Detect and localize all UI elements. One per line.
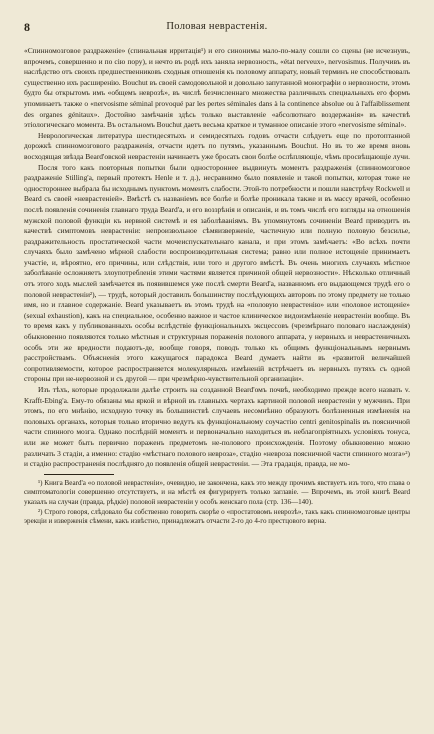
page-number: 8 [24, 20, 30, 34]
footnote: ¹) Книга Beard'a «о половой неврастеніи», очевидно, не закончена, какъ это между прочимъ явствуетъ изъ того, что глава о симптоматологіи совершенно отсутствуетъ, и на мѣстѣ ея фигурируетъ только заглавіе. — Впрочемъ, въ этой книгѣ Beard указалъ на случаи (правда, рѣдкіе) половой неврастеніи у особъ женскаго пола (стр. 136—140). [24, 478, 410, 506]
paragraph: «Спинномозговое раздраженіе» (спинальная ирритація¹) и его синонимы мало-по-малу сошли со сцены (не исчезнувъ, впрочемъ, совершенно и по сію пору), и нечто въ родѣ ихъ заняла нервозность, «état nerveux», nervosismus. Получивъ въ наслѣдство отъ своихъ предшественниковъ сходныя отношенія къ половому аппарату, новый терминъ не способствовалъ существенно ихъ расширенію. Bouchut въ своей самодовольной и довольно запутанной монографіи о нервозности, этомъ будто бы открытомъ имъ «общемъ неврозѣ», въ числѣ безчисленнаго множества различныхъ специальныхъ его формъ упоминаетъ также о «nervosisme séminal provoqué par les pertes séminales dans à la continence absolue ou à l'affaiblissement des organes génitaux». Достойно замѣчанія здѣсь только выставленіе «абсолютнаго воздержанія» въ качествѣ этіологическаго момента. Въ остальномъ Bouchut даетъ весьма краткое и туманное описаніе этого «nervosisme séminal». [24, 46, 410, 130]
body-text [24, 46, 410, 470]
page-header [24, 20, 410, 38]
paragraph: Изъ тѣхъ, которые продолжали далѣе строить на созданной Beard'омъ почвѣ, необходимо прежде всего назвать v. Krafft-Ebing'a. Ему-то обязаны мы яркой и вѣрной въ главныхъ чертахъ картиной половой неврастеніи у мужчинъ. При этомъ, по его мнѣнію, исходную точку въ большинствѣ случаевъ несомнѣнно образуютъ болѣзненныя измѣненія на половыхъ органахъ, которыя только вторично ведутъ къ функціональному соучастію centri genitospinalis въ поясничной части спинного мозга. Однако послѣдній моментъ и первоначально находиться въ неблагопріятныхъ условіяхъ тонуса, или же может быть первично пораженъ предметомъ не-полового происхожденія. Поэтому обыкновенно можно различать 3 стадіи, а именно: стадію «мѣстнаго полового невроза», стадію «невроза поясничной части спинного мозга»²) и стадію распространенія послѣдняго до появленія общей неврастеніи. — Эта градація, правда, не мо- [24, 385, 410, 469]
footnote-divider [44, 474, 114, 475]
running-title: Половая неврастенія. [166, 21, 268, 32]
footnote: ²) Строго говоря, слѣдовало бы собственно говорить скорѣе о «простатовомъ неврозѣ», такъ какъ спинномозговые центры эрекціи и изверженія сѣмени, какъ извѣстно, принадлежатъ отчасти 2-го до 4-го престцового верна. [24, 507, 410, 526]
paragraph: Посля того какъ повторныя попытки были одностороннее выдвинуть моментъ раздраженія (спинномозговое раздраженіе Stilling'a, первый протектъ Henle и т. д.), несравнимо было появленіе и такой попытки, которая тоже не одностороннее выбрала бы исходнымъ пунктомъ моментъ слабости. Этой-то потребности и пошли навстрѣчу Rockwell и Beard съ своей «неврастеніей». Вмѣстѣ съ названіемъ все болѣе и болѣе проникала также и въ массу врачей, особенно послѣ появленія сочиненія главнаго труда Beard'a, и его воззрѣнія и описанія, и въ томъ числѣ его взгляды на отношенія мужской половой функціи къ нервной системѣ и ея заболѣваніямъ. Въ упомянутомъ сочиненіи Beard приводитъ въ качествѣ симптомовъ неврастеніи: непроизвольное сѣмяизверженіе, частичную или полную половую безсилье, раздражительность простатической части мочеиспускательнаго канала, и при этомъ замѣчаетъ: «Во всѣхъ почти случаяхъ было замѣчено мѣрной слабости воспроизводительная система; равно или полное истощеніе принимаетъ участіе, и, вѣроятно, его причины, или слѣдствія, или того и другого вмѣстѣ. Въ очень многихъ случаяхъ мѣстное заболѣваніе осложняетъ злоупотребленія этими частями является причиной общей нервозности». Нѣсколько отличный отъ этого ходъ мыслей замѣчается въ появившемся уже послѣ смерти Beard'a, названномъ его выдающемся трудѣ его о половой неврастеніи²), — трудѣ, который доставилъ большинству послѣдующихъ авторовъ по этому предмету не только имя, но и главное содержаніе. Beard указываетъ въ этомъ трудѣ на «половую неврастенію» или «половое истощеніе» (sexual exhaustion), какъ на специальное, особенно важное и частое клиническое видоизмѣненіе неврастеніи вообще. Въ то время какъ у публикованныхъ особы вслѣдствіе функціональныхъ эксцессовъ (чрезмѣрнаго половаго наслажденія) обыкновенно появляются только мѣстныя и структурныя пораженія полового аппарата, у нервныхъ и неврастеничныхъ особъ эти же вредности подаютъ-де, вообще говоря, поводъ только къ общимъ функціональнымъ нервнымъ расстройствамъ. Объясненія этого кажущагося парадокса Beard думаетъ найти въ «развитой величайшей сопротивляемости, которое распространяется молекулярныхъ измѣненій встрѣчаетъ въ нервныхъ путяхъ съ одной стороны при не-нервозной и съ другой — при чрезмѣрно-чувствительной организаціи». [24, 162, 410, 384]
footnotes [24, 479, 410, 527]
paragraph: Неврологическая литература шестидесятыхъ и семидесятыхъ годовъ отчасти слѣдуетъ еще по протоптанной дорожкѣ спинномозгового раздраженія, отчасти идетъ по путямъ, указаннымъ Bouchut. Но въ то же время вновь восходящая звѣзда Beard'овской неврастеніи начинаетъ уже бросать свои болѣе ослѣпляющіе, чѣмъ просвѣщающіе лучи. [24, 130, 410, 161]
